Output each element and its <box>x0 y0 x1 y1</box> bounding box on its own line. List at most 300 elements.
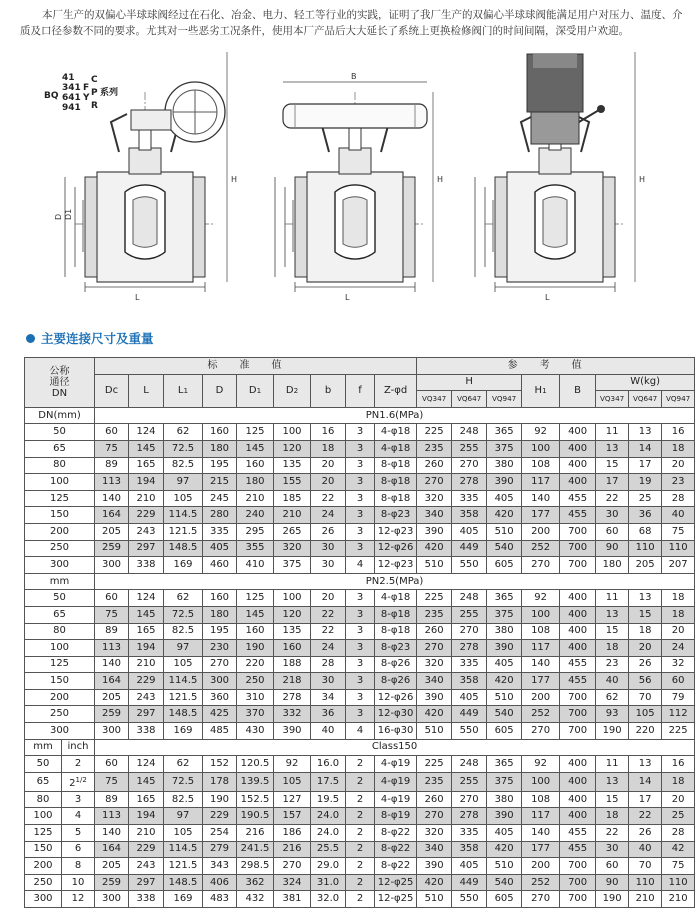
table-cell: 200 <box>522 523 560 540</box>
table-cell: 449 <box>452 540 487 557</box>
table-cell: 297 <box>129 706 164 723</box>
table-cell: 420 <box>417 540 452 557</box>
table-cell: 124 <box>129 590 164 607</box>
table-cell: 28 <box>662 490 695 507</box>
table-row <box>25 858 695 875</box>
dim-b-2: B <box>351 72 357 81</box>
table-cell: 11 <box>596 756 629 773</box>
table-cell: 320 <box>417 825 452 842</box>
table-cell: 15 <box>596 791 629 808</box>
table-cell: 8-φ19 <box>375 808 417 825</box>
table-cell: 124 <box>129 756 164 773</box>
hdr-h-vq647: VQ647 <box>452 391 487 408</box>
table-cell: 30 <box>311 557 346 574</box>
table-cell: 22 <box>629 808 662 825</box>
table-cell: 405 <box>487 825 522 842</box>
table-cell: 400 <box>560 440 596 457</box>
table-cell: 180 <box>203 606 237 623</box>
cell-inch: $2^{1/2}$ <box>62 772 95 791</box>
table-cell: 3 <box>346 424 375 441</box>
table-cell: 62 <box>164 756 203 773</box>
table-cell: 260 <box>417 457 452 474</box>
table-cell: 117 <box>522 808 560 825</box>
table-row <box>25 874 695 891</box>
table-cell: 2 <box>346 858 375 875</box>
table-cell: 332 <box>274 706 311 723</box>
table-cell: 75 <box>662 858 695 875</box>
table-cell: 229 <box>129 507 164 524</box>
table-cell: 24.0 <box>311 825 346 842</box>
table-cell: 700 <box>560 540 596 557</box>
cell-dn: 65 <box>25 772 62 791</box>
table-cell: 164 <box>95 841 129 858</box>
table-cell: 335 <box>203 523 237 540</box>
section-heading: 主要连接尺寸及重量 <box>26 329 154 347</box>
table-cell: 300 <box>95 891 129 908</box>
table-cell: 260 <box>417 791 452 808</box>
table-cell: 127 <box>274 791 311 808</box>
table-cell: 22 <box>596 825 629 842</box>
table-cell: 82.5 <box>164 457 203 474</box>
table-cell: 390 <box>417 858 452 875</box>
table-cell: 60 <box>596 523 629 540</box>
table-cell: 210 <box>129 490 164 507</box>
table-cell: 252 <box>522 874 560 891</box>
table-cell: 186 <box>274 825 311 842</box>
table-cell: 31.0 <box>311 874 346 891</box>
cell-dn: 250 <box>25 706 95 723</box>
table-cell: 343 <box>203 858 237 875</box>
table-cell: 243 <box>129 858 164 875</box>
table-cell: 8-φ18 <box>375 457 417 474</box>
table-cell: 510 <box>417 723 452 740</box>
table-cell: 110 <box>629 874 662 891</box>
table-cell: 18 <box>596 808 629 825</box>
table-cell: 420 <box>417 874 452 891</box>
cell-dn: 250 <box>25 540 95 557</box>
table-cell: 298.5 <box>237 858 274 875</box>
table-cell: 135 <box>274 623 311 640</box>
table-cell: 2 <box>346 874 375 891</box>
table-cell: 62 <box>164 590 203 607</box>
hdr-standard: 标准值 <box>95 358 417 375</box>
table-cell: 297 <box>129 540 164 557</box>
table-cell: 2 <box>346 841 375 858</box>
table-row <box>25 891 695 908</box>
table-cell: 121.5 <box>164 523 203 540</box>
table-cell: 36 <box>311 706 346 723</box>
table-cell: 117 <box>522 640 560 657</box>
table-cell: 90 <box>596 874 629 891</box>
table-cell: 62 <box>164 424 203 441</box>
table-cell: 365 <box>487 590 522 607</box>
table-cell: 410 <box>237 557 274 574</box>
table-cell: 188 <box>274 656 311 673</box>
table-row <box>25 490 695 507</box>
table-cell: 449 <box>452 706 487 723</box>
table-cell: 89 <box>95 791 129 808</box>
table-cell: 190 <box>203 791 237 808</box>
table-cell: 12-φ25 <box>375 891 417 908</box>
cell-inch: 3 <box>62 791 95 808</box>
valve-drawings <box>0 52 700 310</box>
table-cell: 430 <box>237 723 274 740</box>
table-cell: 280 <box>203 507 237 524</box>
table-row <box>25 457 695 474</box>
table-cell: 42 <box>662 841 695 858</box>
cell-dn: 250 <box>25 874 62 891</box>
dim-h-1: H <box>231 175 238 184</box>
table-cell: 229 <box>203 808 237 825</box>
table-cell: 2 <box>346 891 375 908</box>
table-cell: 30 <box>311 673 346 690</box>
table-cell: 152 <box>203 756 237 773</box>
table-cell: 605 <box>487 723 522 740</box>
table-cell: 25 <box>629 490 662 507</box>
table-cell: 270 <box>522 723 560 740</box>
table-row <box>25 440 695 457</box>
table-cell: 365 <box>487 424 522 441</box>
table-cell: 550 <box>452 891 487 908</box>
table-cell: 16 <box>311 424 346 441</box>
table-cell: 145 <box>129 772 164 791</box>
table-row <box>25 606 695 623</box>
table-cell: 8-φ23 <box>375 507 417 524</box>
table-cell: 270 <box>417 474 452 491</box>
cell-dn: 100 <box>25 474 95 491</box>
table-cell: 605 <box>487 891 522 908</box>
table-cell: 216 <box>274 841 311 858</box>
table-cell: 540 <box>487 706 522 723</box>
svg-text:C: C <box>91 75 98 85</box>
table-cell: 82.5 <box>164 791 203 808</box>
table-cell: 25.5 <box>311 841 346 858</box>
table-cell: 97 <box>164 808 203 825</box>
table-cell: 195 <box>203 623 237 640</box>
table-cell: 3 <box>346 706 375 723</box>
table-cell: 700 <box>560 874 596 891</box>
table-cell: 79 <box>662 689 695 706</box>
table-cell: 540 <box>487 540 522 557</box>
table-cell: 455 <box>560 490 596 507</box>
table-cell: 105 <box>629 706 662 723</box>
cell-inch: 2 <box>62 756 95 773</box>
table-cell: 148.5 <box>164 540 203 557</box>
table-cell: 375 <box>487 772 522 791</box>
model-label <box>44 73 118 113</box>
table-cell: 510 <box>487 523 522 540</box>
table-cell: 16.0 <box>311 756 346 773</box>
table-cell: 405 <box>452 523 487 540</box>
table-cell: 164 <box>95 507 129 524</box>
table-cell: 338 <box>129 723 164 740</box>
table-cell: 114.5 <box>164 841 203 858</box>
cell-dn: 80 <box>25 457 95 474</box>
cell-dn: 100 <box>25 640 95 657</box>
dim-l-3: L <box>545 293 550 302</box>
table-cell: 335 <box>452 825 487 842</box>
hdr-w-vq947: VQ947 <box>662 391 695 408</box>
table-cell: 105 <box>164 490 203 507</box>
table-cell: 265 <box>274 523 311 540</box>
table-cell: 22 <box>311 490 346 507</box>
table-cell: 125 <box>237 424 274 441</box>
table-cell: 93 <box>596 706 629 723</box>
table-cell: 278 <box>274 689 311 706</box>
table-cell: 114.5 <box>164 673 203 690</box>
table-cell: 420 <box>487 841 522 858</box>
table-cell: 13 <box>629 590 662 607</box>
table-cell: 3 <box>346 507 375 524</box>
table-cell: 12-φ23 <box>375 557 417 574</box>
table-cell: 220 <box>237 656 274 673</box>
cell-inch: 12 <box>62 891 95 908</box>
table-cell: 235 <box>417 606 452 623</box>
table-cell: 248 <box>452 756 487 773</box>
table-row <box>25 689 695 706</box>
table-cell: 60 <box>662 673 695 690</box>
table-cell: 18 <box>662 772 695 791</box>
hdr-nominal: 公称 通径 DN <box>25 358 95 408</box>
table-cell: 22 <box>311 623 346 640</box>
table-cell: 23 <box>662 474 695 491</box>
hdr-w-vq647: VQ647 <box>629 391 662 408</box>
table-cell: 2 <box>346 791 375 808</box>
hdr-d: D <box>203 374 237 407</box>
table-cell: 68 <box>629 523 662 540</box>
table-cell: 3 <box>346 540 375 557</box>
table-cell: 400 <box>560 640 596 657</box>
table-cell: 3 <box>346 590 375 607</box>
table-cell: 2 <box>346 825 375 842</box>
table-cell: 380 <box>487 623 522 640</box>
table-cell: 15 <box>596 457 629 474</box>
svg-text:641: 641 <box>62 93 81 103</box>
hdr-zd: Z-φd <box>375 374 417 407</box>
table-cell: 375 <box>487 440 522 457</box>
table-cell: 250 <box>237 673 274 690</box>
table-cell: 4-φ19 <box>375 756 417 773</box>
table-cell: 365 <box>487 756 522 773</box>
table-cell: 114.5 <box>164 507 203 524</box>
section-label-left2: inch <box>62 739 95 756</box>
table-cell: 148.5 <box>164 706 203 723</box>
table-cell: 375 <box>487 606 522 623</box>
table-cell: 40 <box>596 673 629 690</box>
cell-dn: 65 <box>25 606 95 623</box>
table-cell: 140 <box>95 825 129 842</box>
table-cell: 320 <box>274 540 311 557</box>
table-cell: 270 <box>522 557 560 574</box>
table-cell: 24 <box>662 640 695 657</box>
table-cell: 235 <box>417 440 452 457</box>
table-cell: 108 <box>522 623 560 640</box>
table-cell: 338 <box>129 557 164 574</box>
table-cell: 400 <box>560 772 596 791</box>
cell-dn: 65 <box>25 440 95 457</box>
table-cell: 205 <box>95 523 129 540</box>
table-cell: 390 <box>417 689 452 706</box>
table-cell: 100 <box>522 440 560 457</box>
table-cell: 19.5 <box>311 791 346 808</box>
table-cell: 112 <box>662 706 695 723</box>
table-cell: 12-φ26 <box>375 689 417 706</box>
cell-dn: 150 <box>25 507 95 524</box>
table-cell: 270 <box>452 791 487 808</box>
table-cell: 510 <box>417 891 452 908</box>
table-cell: 30 <box>311 540 346 557</box>
table-cell: 12-φ26 <box>375 540 417 557</box>
cell-inch: 6 <box>62 841 95 858</box>
table-cell: 8-φ22 <box>375 825 417 842</box>
table-cell: 390 <box>274 723 311 740</box>
table-cell: 229 <box>129 673 164 690</box>
table-cell: 16-φ30 <box>375 723 417 740</box>
table-cell: 300 <box>95 723 129 740</box>
table-cell: 400 <box>560 756 596 773</box>
table-cell: 117 <box>522 474 560 491</box>
table-cell: 3 <box>346 523 375 540</box>
table-cell: 243 <box>129 689 164 706</box>
table-cell: 255 <box>452 772 487 791</box>
table-cell: 135 <box>274 457 311 474</box>
cell-dn: 150 <box>25 841 62 858</box>
table-cell: 210 <box>274 507 311 524</box>
table-cell: 16 <box>662 424 695 441</box>
dim-h-3: H <box>639 175 646 184</box>
table-cell: 420 <box>487 507 522 524</box>
table-cell: 13 <box>629 424 662 441</box>
table-cell: 4 <box>346 557 375 574</box>
svg-text:F: F <box>83 83 90 93</box>
cell-inch: 4 <box>62 808 95 825</box>
svg-text:941: 941 <box>62 103 81 113</box>
table-cell: 145 <box>237 440 274 457</box>
table-row <box>25 474 695 491</box>
table-cell: 310 <box>237 689 274 706</box>
table-cell: 390 <box>487 640 522 657</box>
table-cell: 550 <box>452 557 487 574</box>
cell-dn: 50 <box>25 756 62 773</box>
table-cell: 72.5 <box>164 772 203 791</box>
table-cell: 3 <box>346 606 375 623</box>
table-cell: 20 <box>311 474 346 491</box>
table-cell: 700 <box>560 557 596 574</box>
cell-dn: 100 <box>25 808 62 825</box>
table-cell: 324 <box>274 874 311 891</box>
table-cell: 17 <box>629 791 662 808</box>
table-cell: 3 <box>346 673 375 690</box>
table-cell: 400 <box>560 590 596 607</box>
table-cell: 145 <box>129 440 164 457</box>
table-cell: 75 <box>662 523 695 540</box>
table-row <box>25 640 695 657</box>
table-cell: 390 <box>417 523 452 540</box>
table-cell: 358 <box>452 841 487 858</box>
table-row <box>25 590 695 607</box>
table-cell: 60 <box>95 424 129 441</box>
svg-text:R: R <box>91 101 98 111</box>
svg-text:系列: 系列 <box>100 88 119 98</box>
table-cell: 60 <box>95 756 129 773</box>
hdr-reference: 参考值 <box>417 358 695 375</box>
table-cell: 380 <box>487 791 522 808</box>
table-cell: 8-φ18 <box>375 623 417 640</box>
table-cell: 3 <box>346 457 375 474</box>
table-cell: 700 <box>560 723 596 740</box>
table-cell: 230 <box>203 640 237 657</box>
table-cell: 205 <box>95 689 129 706</box>
table-cell: 225 <box>662 723 695 740</box>
table-cell: 700 <box>560 689 596 706</box>
table-cell: 4-φ18 <box>375 440 417 457</box>
table-cell: 375 <box>274 557 311 574</box>
table-cell: 20 <box>311 590 346 607</box>
table-cell: 145 <box>129 606 164 623</box>
table-cell: 11 <box>596 590 629 607</box>
table-cell: 120.5 <box>237 756 274 773</box>
table-cell: 540 <box>487 874 522 891</box>
cell-dn: 50 <box>25 590 95 607</box>
table-cell: 4-φ19 <box>375 791 417 808</box>
table-cell: 121.5 <box>164 858 203 875</box>
table-cell: 259 <box>95 874 129 891</box>
table-cell: 16 <box>662 756 695 773</box>
table-cell: 248 <box>452 424 487 441</box>
table-cell: 120 <box>274 606 311 623</box>
section-label: Class150 <box>95 739 695 756</box>
table-cell: 400 <box>560 606 596 623</box>
table-cell: 177 <box>522 507 560 524</box>
table-cell: 180 <box>596 557 629 574</box>
table-cell: 400 <box>560 808 596 825</box>
table-cell: 2 <box>346 808 375 825</box>
table-cell: 241.5 <box>237 841 274 858</box>
table-cell: 97 <box>164 640 203 657</box>
table-cell: 235 <box>417 772 452 791</box>
table-cell: 210 <box>629 891 662 908</box>
table-cell: 300 <box>95 557 129 574</box>
table-cell: 164 <box>95 673 129 690</box>
table-cell: 26 <box>629 825 662 842</box>
table-row <box>25 540 695 557</box>
hdr-b-small: b <box>311 374 346 407</box>
section-label-left: DN(mm) <box>25 407 95 424</box>
table-cell: 113 <box>95 808 129 825</box>
table-cell: 432 <box>237 891 274 908</box>
table-cell: 400 <box>560 474 596 491</box>
table-cell: 29.0 <box>311 858 346 875</box>
table-cell: 89 <box>95 457 129 474</box>
table-cell: 14 <box>629 772 662 791</box>
table-cell: 17 <box>629 457 662 474</box>
cell-dn: 300 <box>25 891 62 908</box>
table-cell: 100 <box>522 772 560 791</box>
table-cell: 160 <box>203 590 237 607</box>
cell-dn: 200 <box>25 523 95 540</box>
table-cell: 140 <box>95 656 129 673</box>
table-cell: 190 <box>596 723 629 740</box>
table-cell: 210 <box>662 891 695 908</box>
table-row <box>25 791 695 808</box>
dimension-table <box>24 357 695 908</box>
table-cell: 390 <box>487 474 522 491</box>
section-row <box>25 407 695 424</box>
table-cell: 406 <box>203 874 237 891</box>
table-cell: 381 <box>274 891 311 908</box>
table-cell: 259 <box>95 540 129 557</box>
table-cell: 270 <box>274 858 311 875</box>
